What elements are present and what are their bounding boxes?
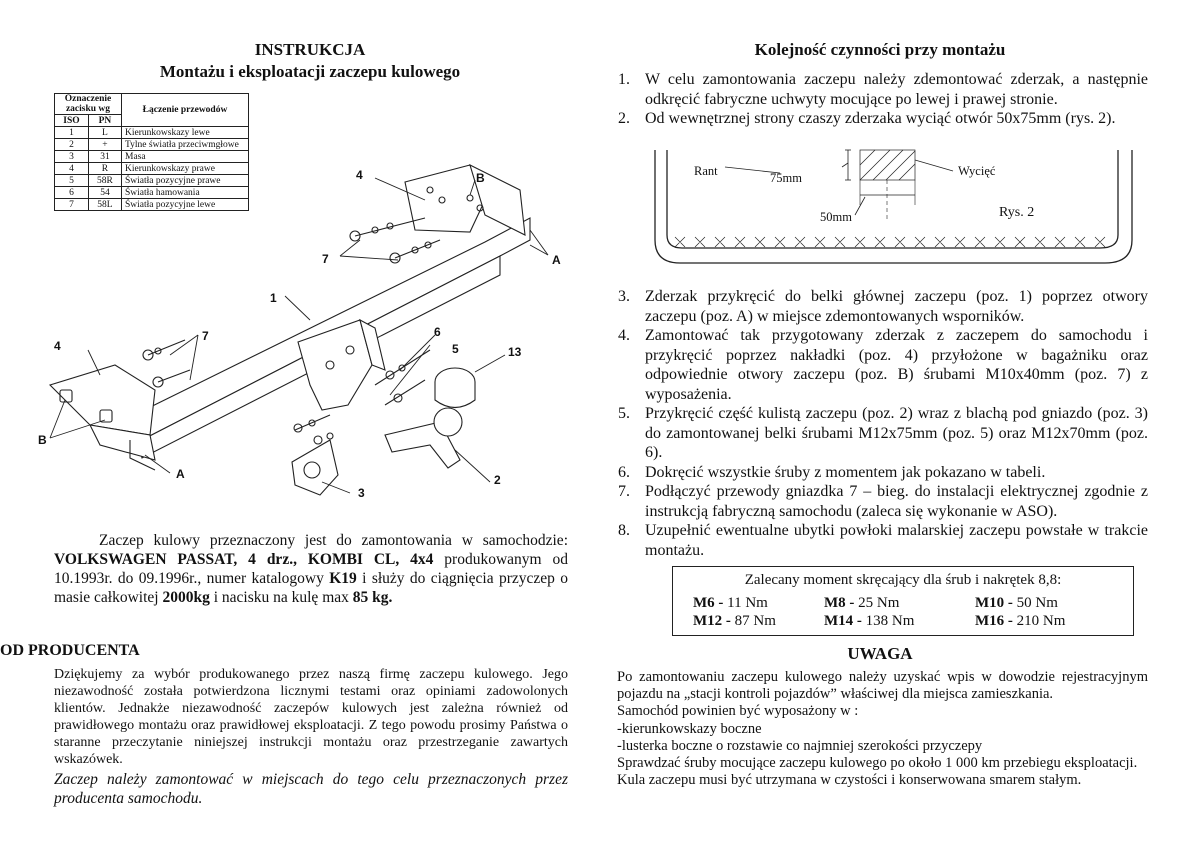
mounting-note: Zaczep należy zamontować w miejscach do tego celu przeznaczonych przez producenta samochodu. — [54, 771, 568, 807]
wiring-iso: 3 — [55, 151, 89, 163]
warning-note: Po zamontowaniu zaczepu kulowego należy uzyskać wpis w dowodzie rejestracyjnym pojazdu na „stacji kontroli pojazdów” właściwej dla miejsca zamieszkania. — [617, 669, 1148, 703]
torque-value: 210 Nm — [1012, 613, 1066, 629]
step-item — [618, 404, 1148, 463]
cut-hatch — [860, 150, 915, 180]
steps-title: Kolejność czynności przy montażu — [754, 40, 1006, 59]
diagram-label-2: 2 — [494, 473, 501, 487]
warning-note: Samochód powinien być wyposażony w : — [617, 703, 859, 720]
torque-key: M8 - — [824, 595, 855, 611]
wiring-iso: 1 — [55, 127, 89, 139]
vehicle-text-4: i nacisku na kulę max — [209, 589, 353, 606]
right-bracket-drawing — [405, 165, 525, 235]
torque-item — [693, 595, 768, 612]
warning-note: Sprawdzać śruby mocujące zaczepu kulowego po około 1 000 km przebiegu eksploatacji. — [617, 755, 1138, 772]
step-text: Zderzak przykręcić do belki głównej zaczepu (poz. 1) poprzez otwory zaczepu (poz. A) w miejsce zdemontowanych wsporników. — [645, 288, 1148, 325]
step-number: 7. — [618, 483, 630, 500]
torque-key: M12 - — [693, 613, 731, 629]
diagram-label-5: 5 — [452, 342, 459, 356]
wiring-desc: Światła pozycyjne prawe — [122, 175, 249, 187]
wiring-header-desc: Łączenie przewodów — [122, 94, 249, 127]
fig-caption: Rys. 2 — [999, 205, 1035, 220]
producer-text: Dziękujemy za wybór produkowanego przez naszą firmę zaczepu kulowego. Jego niezawodność została potwierdzona licznymi testami oraz opiniami zadowolonych klientów. Jednakże niezawodność zaczepów kulowych jest zależna również od prawidłowego montażu oraz prawidłowej eksploatacji. Z tego powodu prosimy Państwa o staranne przeczytanie niniejszej instrukcji montażu oraz przestrzeganie zawartych wskazówek. — [54, 667, 568, 767]
wiring-iso: 5 — [55, 175, 89, 187]
vehicle-text-2: produkowanym od 10.1993r. do 09.1996r., numer katalogowy — [54, 551, 568, 587]
torque-heading: Zalecany moment skręcający dla śrub i nakrętek 8,8: — [744, 572, 1062, 588]
warning-note: -lusterka boczne o rozstawie co najmniej szerokości przyczepy — [617, 737, 983, 754]
steps-list-a — [618, 70, 1148, 129]
producer-heading: OD PRODUCENTA — [0, 642, 140, 659]
fig-label-rant: Rant — [694, 164, 718, 178]
diagram-label-a-right: A — [552, 253, 561, 267]
wiring-pn: R — [88, 163, 121, 175]
trailer-mass: 2000kg — [162, 589, 210, 606]
step-text: Podłączyć przewody gniazdka 7 – bieg. do instalacji elektrycznej zgodnie z instrukcją fabryczną samochodu (zaleca się wykonanie w ASO). — [645, 483, 1148, 520]
diagram-label-7-top: 7 — [322, 252, 329, 266]
step-number: 4. — [618, 327, 630, 344]
torque-item — [693, 613, 776, 630]
wiring-iso: 7 — [55, 199, 89, 211]
torque-key: M16 - — [975, 613, 1013, 629]
fig-label-cut: Wycięć — [958, 164, 996, 178]
catalog-number: K19 — [329, 570, 357, 587]
wiring-desc: Światła pozycyjne lewe — [122, 199, 249, 211]
step-item — [618, 482, 1148, 521]
wiring-pn: 31 — [88, 151, 121, 163]
torque-item — [824, 613, 914, 630]
step-text: Od wewnętrznej strony czaszy zderzaka wyciąć otwór 50x75mm (rys. 2). — [645, 110, 1116, 127]
wiring-row — [55, 127, 249, 139]
hitch-exploded-diagram — [30, 160, 561, 510]
diagram-label-7-left: 7 — [202, 329, 209, 343]
wiring-header-pn: PN — [88, 115, 121, 127]
torque-key: M6 - — [693, 595, 724, 611]
torque-item — [824, 595, 899, 612]
step-number: 8. — [618, 522, 630, 539]
wiring-desc: Kierunkowskazy lewe — [122, 127, 249, 139]
wiring-iso: 4 — [55, 163, 89, 175]
wiring-desc: Masa — [122, 151, 249, 163]
wiring-row — [55, 139, 249, 151]
socket-plate-drawing — [292, 440, 338, 495]
diagram-label-a-left: A — [176, 467, 185, 481]
torque-item — [975, 613, 1065, 630]
torque-value: 87 Nm — [730, 613, 776, 629]
wiring-desc: Kierunkowskazy prawe — [122, 163, 249, 175]
tow-ball-drawing — [385, 368, 475, 468]
left-bracket-drawing — [50, 365, 155, 470]
torque-value: 11 Nm — [723, 595, 768, 611]
torque-value: 50 Nm — [1012, 595, 1058, 611]
step-number: 2. — [618, 110, 630, 127]
diagram-label-3: 3 — [358, 486, 365, 500]
vehicle-text-3: i służy do ciągnięcia przyczep o masie całkowitej — [54, 570, 569, 606]
wiring-header-group: Oznaczenie zacisku wg — [55, 94, 122, 115]
wiring-pn: L — [88, 127, 121, 139]
step-text: Uzupełnić ewentualne ubytki powłoki malarskiej zaczepu powstałe w trakcie montażu. — [645, 522, 1148, 559]
wiring-desc: Światła hamowania — [122, 187, 249, 199]
step-text: Dokręcić wszystkie śruby z momentem jak pokazano w tabeli. — [645, 463, 1046, 481]
step-number: 6. — [618, 463, 630, 481]
torque-key: M10 - — [975, 595, 1013, 611]
wiring-pn: 58R — [88, 175, 121, 187]
step-text: W celu zamontowania zaczepu należy zdemontować zderzak, a następnie odkręcić fabryczne uchwyty mocujące po lewej i prawej stronie. — [645, 71, 1148, 108]
step-number: 1. — [618, 71, 630, 88]
ball-load: 85 kg. — [352, 589, 393, 606]
fig-label-50mm: 50mm — [820, 210, 852, 224]
step-item — [618, 109, 1148, 129]
wiring-pn: + — [88, 139, 121, 151]
vehicle-description — [54, 531, 568, 607]
warning-note: Kula zaczepu musi być utrzymana w czystości i konserwowana smarem stałym. — [617, 772, 1082, 789]
diagram-label-13: 13 — [508, 345, 522, 359]
warning-note: -kierunkowskazy boczne — [617, 720, 762, 737]
step-item — [618, 70, 1148, 109]
step-number: 5. — [618, 405, 630, 422]
torque-key: M14 - — [824, 613, 862, 629]
diagram-label-4-top: 4 — [356, 168, 363, 182]
bolts-left — [143, 340, 190, 387]
wiring-pn: 54 — [88, 187, 121, 199]
wiring-iso: 2 — [55, 139, 89, 151]
diagram-label-4-left: 4 — [54, 339, 61, 353]
step-text: Przykręcić część kulistą zaczepu (poz. 2) wraz z blachą pod gniazdo (poz. 3) do zamontowanej belki śrubami M12x75mm (poz. 5) oraz M12x70mm (poz. 6). — [645, 405, 1148, 461]
step-item — [618, 287, 1148, 326]
doc-title: INSTRUKCJA — [254, 40, 366, 59]
vehicle-text-1: Zaczep kulowy przeznaczony jest do zamontowania w samochodzie: — [99, 532, 568, 549]
bumper-cut-figure — [650, 145, 1150, 270]
wiring-pn: 58L — [88, 199, 121, 211]
fig-label-75mm: 75mm — [770, 171, 802, 185]
cross-hatch-bottom — [675, 237, 1105, 247]
step-text: Zamontować tak przygotowany zderzak z zaczepem do samochodu i przykręcić poprzez nakładki (poz. 4) przyłożone w bagażniku oraz odpowiednie otwory zaczepu (poz. B) śrubami M10x40mm (poz. 7) z wyposażenia. — [645, 327, 1148, 403]
torque-table — [672, 566, 1134, 636]
step-item — [618, 521, 1148, 560]
warning-heading: UWAGA — [847, 644, 913, 663]
wiring-header-iso: ISO — [55, 115, 89, 127]
step-number: 3. — [618, 288, 630, 305]
diagram-label-b-left: B — [38, 433, 47, 447]
torque-value: 138 Nm — [861, 613, 915, 629]
torque-value: 25 Nm — [854, 595, 900, 611]
wiring-desc: Tylne światła przeciwmgłowe — [122, 139, 249, 151]
steps-list-b — [618, 287, 1148, 560]
step-item — [618, 463, 1148, 483]
vehicle-model: VOLKSWAGEN PASSAT, 4 drz., KOMBI CL, 4x4 — [54, 551, 434, 568]
diagram-label-6: 6 — [434, 325, 441, 339]
warning-notes — [617, 669, 1148, 789]
step-item — [618, 326, 1148, 404]
wiring-iso: 6 — [55, 187, 89, 199]
doc-subtitle: Montażu i eksploatacji zaczepu kulowego — [159, 62, 461, 81]
diagram-label-1: 1 — [270, 291, 277, 305]
torque-item — [975, 595, 1058, 612]
diagram-label-b-top: B — [476, 171, 485, 185]
